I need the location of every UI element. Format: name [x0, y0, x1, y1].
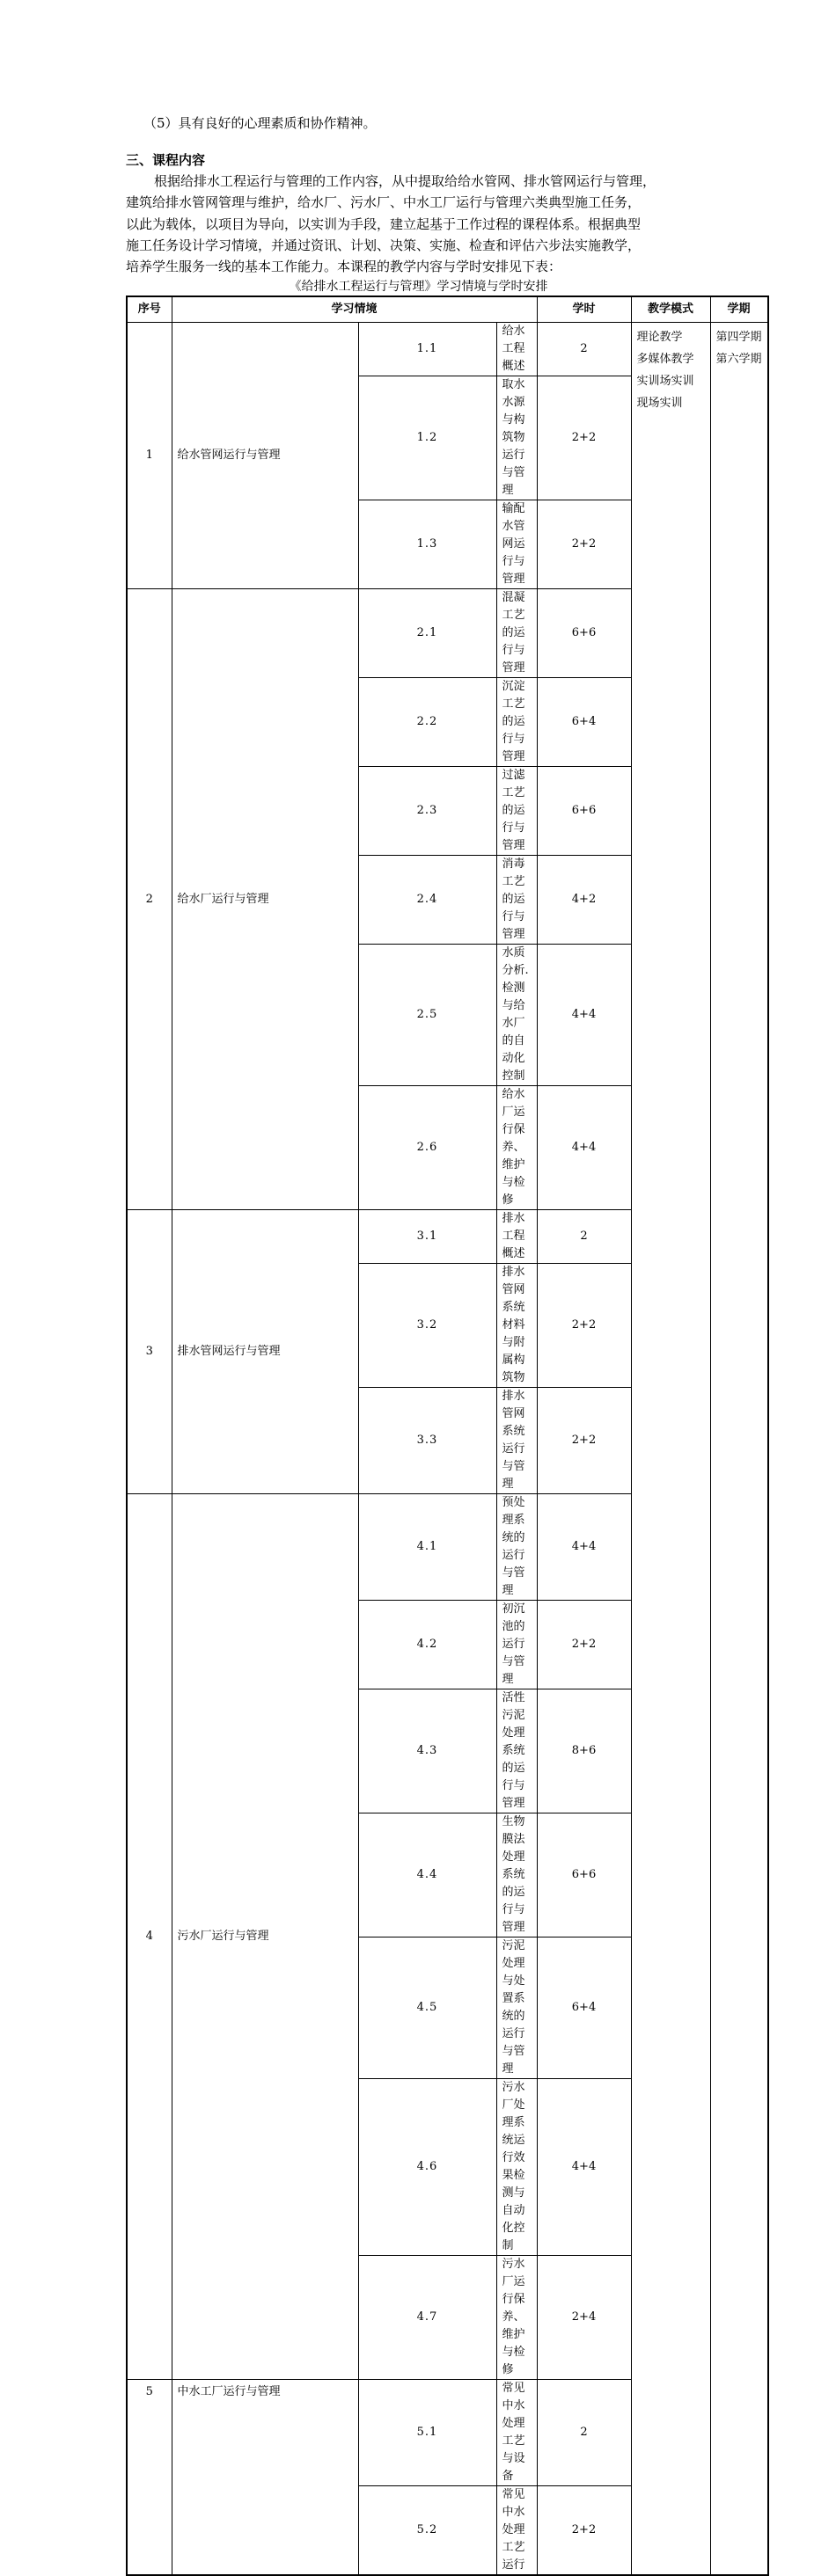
- item-title: 常见中水处理工艺运行: [496, 2486, 537, 2576]
- item-number: 4.6: [358, 2079, 496, 2256]
- teaching-mode-cell: [631, 323, 710, 2576]
- group-name: 中水工厂运行与管理: [172, 2380, 358, 2576]
- group-name: 排水管网运行与管理: [172, 1210, 358, 1494]
- header-situation: 学习情境: [172, 296, 537, 323]
- item-number: 2.2: [358, 678, 496, 767]
- item-hours: 6+6: [537, 767, 631, 856]
- item-title: 给水工程概述: [496, 323, 537, 376]
- group-seq: 1: [127, 323, 172, 589]
- item-number: 5.2: [358, 2486, 496, 2576]
- paragraph-line: 培养学生服务一线的基本工作能力。本课程的教学内容与学时安排见下表：: [126, 259, 562, 274]
- intro-item: （5）具有良好的心理素质和协作精神。: [143, 115, 377, 131]
- item-hours: 2+2: [537, 2486, 631, 2576]
- item-number: 4.4: [358, 1813, 496, 1937]
- header-hours: 学时: [537, 296, 631, 323]
- item-title: 污水厂运行保养、维护与检修: [496, 2256, 537, 2380]
- header-mode: 教学模式: [631, 296, 710, 323]
- teaching-mode: 现场实训: [636, 397, 683, 410]
- item-hours: 6+6: [537, 589, 631, 678]
- item-hours: 2+2: [537, 1264, 631, 1388]
- item-hours: 6+4: [537, 1937, 631, 2079]
- item-hours: 2+2: [537, 500, 631, 589]
- item-title: 水质分析.检测与给水厂的自动化控制: [496, 945, 537, 1086]
- item-title: 取水水源与构筑物运行与管理: [496, 376, 537, 500]
- item-number: 2.4: [358, 856, 496, 945]
- schedule-table: [126, 296, 769, 2576]
- item-number: 4.1: [358, 1494, 496, 1601]
- header-term: 学期: [710, 296, 768, 323]
- item-number: 3.1: [358, 1210, 496, 1264]
- paragraph-line: 施工任务设计学习情境，并通过资讯、计划、决策、实施、检查和评估六步法实施教学，: [126, 237, 642, 253]
- term: 第六学期: [715, 353, 762, 366]
- item-number: 4.5: [358, 1937, 496, 2079]
- table-header-row: [127, 296, 768, 323]
- item-title: 生物膜法处理系统的运行与管理: [496, 1813, 537, 1937]
- teaching-mode: 多媒体教学: [636, 353, 694, 366]
- item-number: 2.5: [358, 945, 496, 1086]
- item-title: 过滤工艺的运行与管理: [496, 767, 537, 856]
- item-hours: 2+2: [537, 1388, 631, 1494]
- item-title: 初沉池的运行与管理: [496, 1601, 537, 1689]
- group-seq: 4: [127, 1494, 172, 2380]
- item-hours: 2+4: [537, 2256, 631, 2380]
- group-seq: 3: [127, 1210, 172, 1494]
- teaching-mode: 理论教学: [636, 331, 683, 344]
- group-name: 给水厂运行与管理: [172, 589, 358, 1210]
- item-hours: 2+2: [537, 376, 631, 500]
- item-hours: 2+2: [537, 1601, 631, 1689]
- item-number: 5.1: [358, 2380, 496, 2486]
- item-title: 输配水管网运行与管理: [496, 500, 537, 589]
- group-seq: 5: [127, 2380, 172, 2576]
- item-title: 给水厂运行保养、维护与检修: [496, 1086, 537, 1210]
- item-number: 4.7: [358, 2256, 496, 2380]
- item-title: 活性污泥处理系统的运行与管理: [496, 1689, 537, 1813]
- table-row: [127, 323, 768, 376]
- paragraph-line: 以此为载体，以项目为导向，以实训为手段，建立起基于工作过程的课程体系。根据典型: [126, 216, 642, 232]
- group-name: 污水厂运行与管理: [172, 1494, 358, 2380]
- term-cell: [710, 323, 768, 2576]
- item-hours: 4+4: [537, 1086, 631, 1210]
- item-hours: 4+4: [537, 945, 631, 1086]
- item-hours: 2: [537, 2380, 631, 2486]
- group-name: 给水管网运行与管理: [172, 323, 358, 589]
- group-seq: 2: [127, 589, 172, 1210]
- item-title: 消毒工艺的运行与管理: [496, 856, 537, 945]
- item-number: 4.3: [358, 1689, 496, 1813]
- item-hours: 2: [537, 1210, 631, 1264]
- item-title: 污水厂处理系统运行效果检测与自动化控制: [496, 2079, 537, 2256]
- item-hours: 6+4: [537, 678, 631, 767]
- item-title: 污泥处理与处置系统的运行与管理: [496, 1937, 537, 2079]
- table-body: [127, 323, 768, 2576]
- item-title: 沉淀工艺的运行与管理: [496, 678, 537, 767]
- teaching-mode: 实训场实训: [636, 375, 694, 388]
- item-number: 1.1: [358, 323, 496, 376]
- item-number: 1.2: [358, 376, 496, 500]
- item-title: 混凝工艺的运行与管理: [496, 589, 537, 678]
- item-number: 3.2: [358, 1264, 496, 1388]
- item-hours: 2: [537, 323, 631, 376]
- paragraph-line: 建筑给排水管网管理与维护，给水厂、污水厂、中水工厂运行与管理六类典型施工任务，: [126, 194, 642, 210]
- item-number: 2.6: [358, 1086, 496, 1210]
- paragraph-line: 根据给排水工程运行与管理的工作内容，从中提取给给水管网、排水管网运行与管理，: [154, 173, 656, 189]
- item-title: 排水工程概述: [496, 1210, 537, 1264]
- item-title: 预处理系统的运行与管理: [496, 1494, 537, 1601]
- item-title: 排水管网系统材料与附属构筑物: [496, 1264, 537, 1388]
- item-title: 常见中水处理工艺与设备: [496, 2380, 537, 2486]
- item-hours: 8+6: [537, 1689, 631, 1813]
- item-number: 3.3: [358, 1388, 496, 1494]
- item-hours: 6+6: [537, 1813, 631, 1937]
- item-number: 2.1: [358, 589, 496, 678]
- item-hours: 4+2: [537, 856, 631, 945]
- item-hours: 4+4: [537, 2079, 631, 2256]
- item-number: 4.2: [358, 1601, 496, 1689]
- item-number: 1.3: [358, 500, 496, 589]
- section-heading: 三、课程内容: [126, 152, 206, 168]
- header-seq: 序号: [127, 296, 172, 323]
- item-hours: 4+4: [537, 1494, 631, 1601]
- item-title: 排水管网系统运行与管理: [496, 1388, 537, 1494]
- term: 第四学期: [715, 331, 762, 344]
- table-caption: 《给排水工程运行与管理》学习情境与学时安排: [289, 280, 548, 294]
- item-number: 2.3: [358, 767, 496, 856]
